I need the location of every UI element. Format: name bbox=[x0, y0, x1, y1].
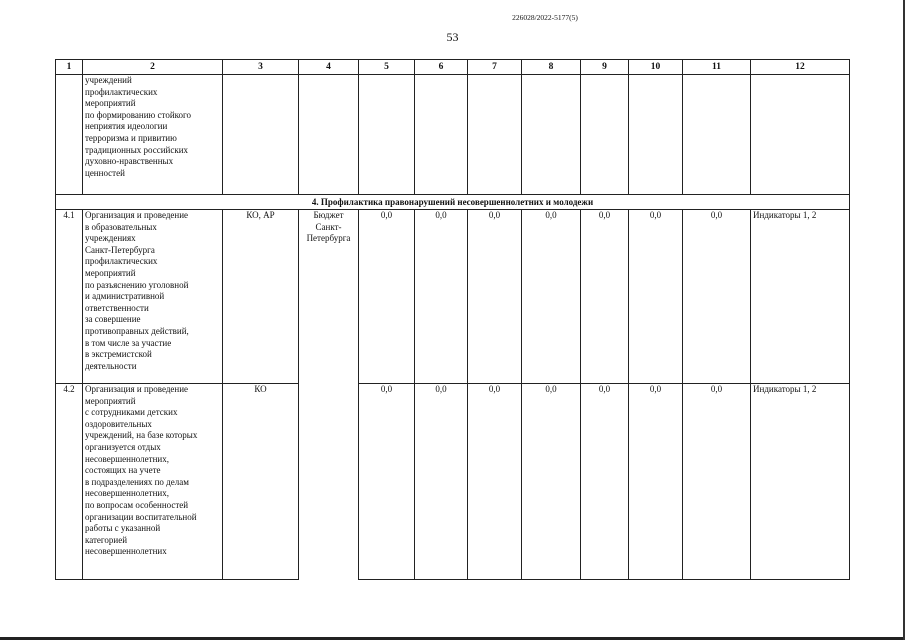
value-col-9: 0,0 bbox=[581, 384, 629, 580]
column-header-11: 11 bbox=[683, 60, 751, 75]
value-col-8: 0,0 bbox=[522, 210, 581, 384]
funding-source: Бюджет Санкт- Петербурга bbox=[299, 210, 359, 580]
column-header-1: 1 bbox=[56, 60, 83, 75]
column-header-2: 2 bbox=[83, 60, 223, 75]
value-col-6: 0,0 bbox=[415, 210, 468, 384]
document-registration-number: 226028/2022-5177(5) bbox=[512, 13, 578, 22]
value-col-5: 0,0 bbox=[359, 210, 415, 384]
measure-name: Организация и проведение в образовательных учреждениях Санкт-Петербурга профилактических мероприятий по разъяснению уголовной и административной ответственности за совершение противоправных действий, в том числе за участие в экстремистской деятельности bbox=[83, 210, 223, 384]
continuation-row bbox=[56, 75, 850, 195]
value-col-5: 0,0 bbox=[359, 384, 415, 580]
column-header-8: 8 bbox=[522, 60, 581, 75]
column-header-3: 3 bbox=[223, 60, 299, 75]
table-row bbox=[56, 210, 850, 384]
row-number: 4.1 bbox=[56, 210, 83, 384]
column-header-5: 5 bbox=[359, 60, 415, 75]
continuation-text-cell: учреждений профилактических мероприятий по формированию стойкого неприятия идеологии терроризма и привитию традиционных российских духовно-нравственных ценностей bbox=[83, 75, 223, 195]
value-col-9: 0,0 bbox=[581, 210, 629, 384]
value-col-8: 0,0 bbox=[522, 384, 581, 580]
value-col-11: 0,0 bbox=[683, 210, 751, 384]
value-col-7: 0,0 bbox=[468, 210, 522, 384]
continuation-num-cell bbox=[56, 75, 83, 195]
executor: КО bbox=[223, 384, 299, 580]
column-header-9: 9 bbox=[581, 60, 629, 75]
column-header-12: 12 bbox=[751, 60, 850, 75]
column-number-header-row bbox=[56, 60, 850, 75]
value-col-11: 0,0 bbox=[683, 384, 751, 580]
executor: КО, АР bbox=[223, 210, 299, 384]
page-number: 53 bbox=[446, 30, 459, 44]
value-col-6: 0,0 bbox=[415, 384, 468, 580]
indicators: Индикаторы 1, 2 bbox=[751, 210, 850, 384]
section-header-row bbox=[56, 195, 850, 210]
column-header-10: 10 bbox=[629, 60, 683, 75]
row-number: 4.2 bbox=[56, 384, 83, 580]
program-measures-table bbox=[55, 59, 850, 580]
column-header-7: 7 bbox=[468, 60, 522, 75]
measure-name: Организация и проведение мероприятий с сотрудниками детских оздоровительных учреждений, на базе которых организуется отдых несовершеннолетних, состоящих на учете в подразделениях по делам несовершеннолетних, по вопросам особенностей организации воспитательной работы с указанной категорией несовершеннолетних bbox=[83, 384, 223, 580]
value-col-10: 0,0 bbox=[629, 210, 683, 384]
column-header-6: 6 bbox=[415, 60, 468, 75]
indicators: Индикаторы 1, 2 bbox=[751, 384, 850, 580]
value-col-10: 0,0 bbox=[629, 384, 683, 580]
value-col-7: 0,0 bbox=[468, 384, 522, 580]
table-row bbox=[56, 384, 850, 580]
column-header-4: 4 bbox=[299, 60, 359, 75]
section-title: 4. Профилактика правонарушений несовершеннолетних и молодежи bbox=[56, 195, 850, 210]
